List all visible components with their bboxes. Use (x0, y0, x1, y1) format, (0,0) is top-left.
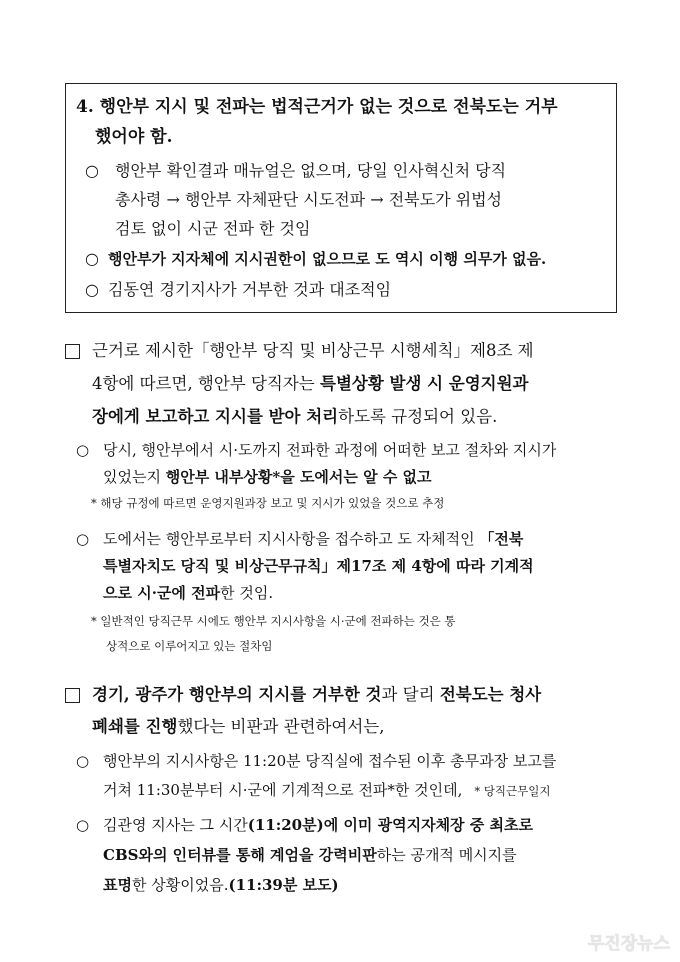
section1-item1-line2: 있었는지 행안부 내부상황*을 도에서는 알 수 없고 (103, 468, 432, 486)
square-bullet-icon (65, 344, 80, 359)
section1-item2-line2: 특별자치도 당직 및 비상근무규칙」제17조 제 4항에 따라 기계적 (103, 557, 534, 575)
section1-para-line2: 4항에 따르면, 행안부 당직자는 특별상황 발생 시 운영지원과 (92, 374, 529, 393)
box-bullet1-marker: ○ (85, 161, 99, 180)
box-bullet2-text: 행안부가 지자체에 지시권한이 없으므로 도 역시 이행 의무가 없음. (108, 250, 547, 268)
section1-item2-marker: ○ (76, 530, 90, 548)
section2-item1-marker: ○ (76, 752, 90, 770)
box-heading-line2: 했어야 함. (95, 127, 173, 147)
section1-note1: * 해당 규정에 따르면 운영지원과장 보고 및 지시가 있었을 것으로 추정 (91, 496, 445, 510)
section1-para-line1: 근거로 제시한「행안부 당직 및 비상근무 시행세칙」제8조 제 (92, 341, 534, 360)
section2-item1-line1: 행안부의 지시사항은 11:20분 당직실에 접수된 이후 총무과장 보고를 (103, 752, 557, 770)
box-bullet1-line1: 행안부 확인결과 매뉴얼은 없으며, 당일 인사혁신처 당직 (115, 161, 507, 180)
section2-item2-line3: 표명한 상황이었음.(11:39분 보도) (103, 876, 339, 894)
section2-para-line2: 폐쇄를 진행했다는 비판과 관련하여서는, (92, 717, 385, 736)
section1-note2-line1: * 일반적인 당직근무 시에도 행안부 지시사항을 시·군에 전파하는 것은 통 (91, 614, 456, 628)
section1-item1-marker: ○ (76, 441, 90, 459)
section2-item2-marker: ○ (76, 816, 90, 834)
watermark-logo: 무진장뉴스 (587, 934, 670, 954)
section1-item2-line1: 도에서는 행안부로부터 지시사항을 접수하고 도 자체적인 「전북 (103, 530, 524, 548)
section2-para-line1: 경기, 광주가 행안부의 지시를 거부한 것과 달리 전북도는 청사 (92, 685, 542, 704)
box-bullet2-marker: ○ (85, 249, 99, 268)
section2-item2-line2: CBS와의 인터뷰를 통해 계엄을 강력비판하는 공개적 메시지를 (103, 846, 517, 864)
box-heading-line1: 4. 행안부 지시 및 전파는 법적근거가 없는 것으로 전북도는 거부 (76, 97, 558, 117)
box-bullet1-line3: 검토 없이 시군 전파 한 것임 (115, 219, 311, 238)
section2-item2-line1: 김관영 지사는 그 시간(11:20분)에 이미 광역지자체장 중 최초로 (103, 816, 533, 834)
box-bullet1-line2: 총사령 → 행안부 자체판단 시도전파 → 전북도가 위법성 (115, 190, 502, 209)
section1-marker (65, 342, 80, 364)
box-bullet3-text: 김동연 경기지사가 거부한 것과 대조적임 (108, 280, 392, 299)
section1-para-line3: 장에게 보고하고 지시를 받아 처리하도록 규정되어 있음. (92, 407, 498, 426)
section2-marker (65, 686, 80, 708)
square-bullet-icon (65, 688, 80, 703)
section2-item1-line2: 거쳐 11:30분부터 시·군에 기계적으로 전파*한 것인데, * 당직근무일지 (103, 781, 551, 799)
box-bullet3-marker: ○ (85, 280, 99, 299)
section1-item1-line1: 당시, 행안부에서 시·도까지 전파한 과정에 어떠한 보고 절차와 지시가 (103, 441, 557, 459)
section1-note2-line2: 상적으로 이루어지고 있는 절차임 (106, 639, 273, 653)
section1-item2-line3: 으로 시·군에 전파한 것임. (103, 584, 274, 602)
